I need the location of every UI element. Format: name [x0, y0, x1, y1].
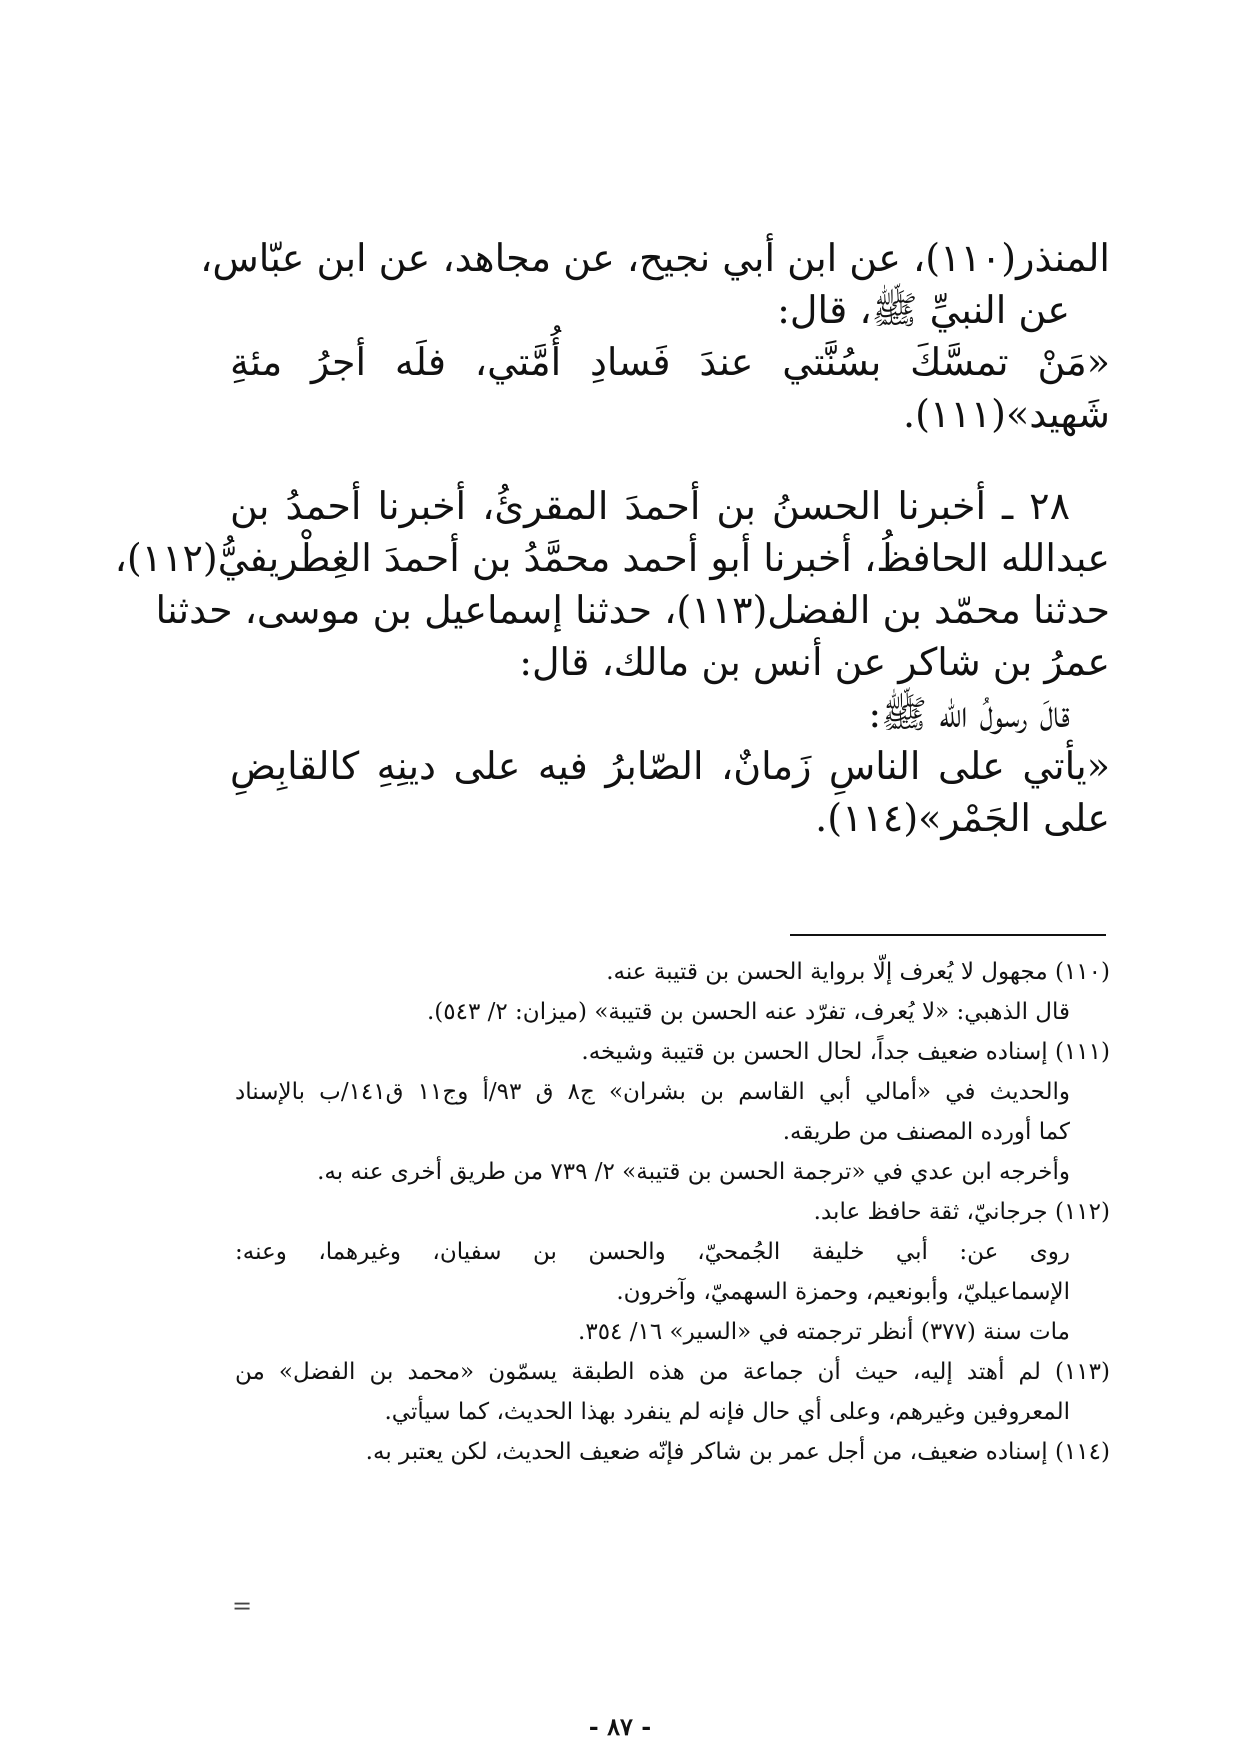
body-line: عبدالله الحافظُ، أخبرنا أبو أحمد محمَّدُ بن أحمدَ الغِطْريفيُّ(١١٢)،	[114, 536, 1110, 580]
body-line: حدثنا محمّد بن الفضل(١١٣)، حدثنا إسماعيل بن موسى، حدثنا	[155, 588, 1110, 632]
main-text	[114, 232, 1110, 844]
footnote-line: وأخرجه ابن عدي في «ترجمة الحسن بن قتيبة» ٢/ ٧٣٩ من طريق أخرى عنه به.	[317, 1159, 1070, 1185]
footnote-line: والحديث في «أمالي أبي القاسم بن بشران» ج٨ ق ٩٣/أ وج١١ ق١٤١/ب بالإسناد	[235, 1079, 1071, 1105]
footnote-112: (١١٢) جرجانيّ، ثقة حافظ عابد.	[813, 1199, 1110, 1225]
body-line: عن النبيِّ ﷺ، قال:	[777, 288, 1070, 332]
footnote-line: مات سنة (٣٧٧) أنظر ترجمته في «السير» ١٦/ ٣٥٤.	[578, 1319, 1070, 1345]
body-line: المنذر(١١٠)، عن ابن أبي نجيح، عن مجاهد، عن ابن عبّاس،	[200, 236, 1110, 280]
hadith-text: على الجَمْر»(١١٤).	[815, 796, 1110, 840]
page-number: - ٨٧ -	[588, 1712, 652, 1741]
footnote-separator	[790, 934, 1106, 936]
hadith-text: «يأتي على الناسِ زَمانٌ، الصّابرُ فيه على دينِهِ كالقابِضِ	[230, 744, 1110, 788]
footnote-line: الإسماعيليّ، وأبونعيم، وحمزة السهميّ، وآخرون.	[616, 1279, 1070, 1305]
footnotes	[235, 952, 1110, 1472]
footnote-line: المعروفين وغيرهم، وعلى أي حال فإنه لم ينفرد بهذا الحديث، كما سيأتي.	[384, 1399, 1070, 1425]
footnote-line: كما أورده المصنف من طريقه.	[782, 1119, 1070, 1145]
footnote-113: (١١٣) لم أهتد إليه، حيث أن جماعة من هذه الطبقة يسمّون «محمد بن الفضل» من	[235, 1359, 1110, 1385]
continuation-mark: =	[232, 1592, 253, 1620]
hadith-text: شَهيد»(١١١).	[903, 392, 1110, 436]
body-line: قالَ رسولُ الله ﷺ:	[868, 692, 1070, 736]
footnote-110: (١١٠) مجهول لا يُعرف إلّا برواية الحسن بن قتيبة عنه.	[606, 959, 1110, 985]
footnote-line: روى عن: أبي خليفة الجُمحيّ، والحسن بن سفيان، وغيرهما، وعنه:	[235, 1239, 1070, 1265]
footnote-line: قال الذهبي: «لا يُعرف، تفرّد عنه الحسن بن قتيبة» (ميزان: ٢/ ٥٤٣).	[426, 999, 1070, 1025]
body-line: عمرُ بن شاكر عن أنس بن مالك، قال:	[519, 640, 1110, 684]
footnote-111: (١١١) إسناده ضعيف جداً، لحال الحسن بن قتيبة وشيخه.	[581, 1039, 1110, 1065]
footnote-114: (١١٤) إسناده ضعيف، من أجل عمر بن شاكر فإنّه ضعيف الحديث، لكن يعتبر به.	[365, 1439, 1110, 1465]
hadith-text: «مَنْ تمسَّكَ بسُنَّتي عندَ فَسادِ أُمَّتي، فلَه أجرُ مئةِ	[230, 340, 1110, 384]
body-line: ٢٨ ـ أخبرنا الحسنُ بن أحمدَ المقرئُ، أخبرنا أحمدُ بن	[230, 484, 1070, 528]
